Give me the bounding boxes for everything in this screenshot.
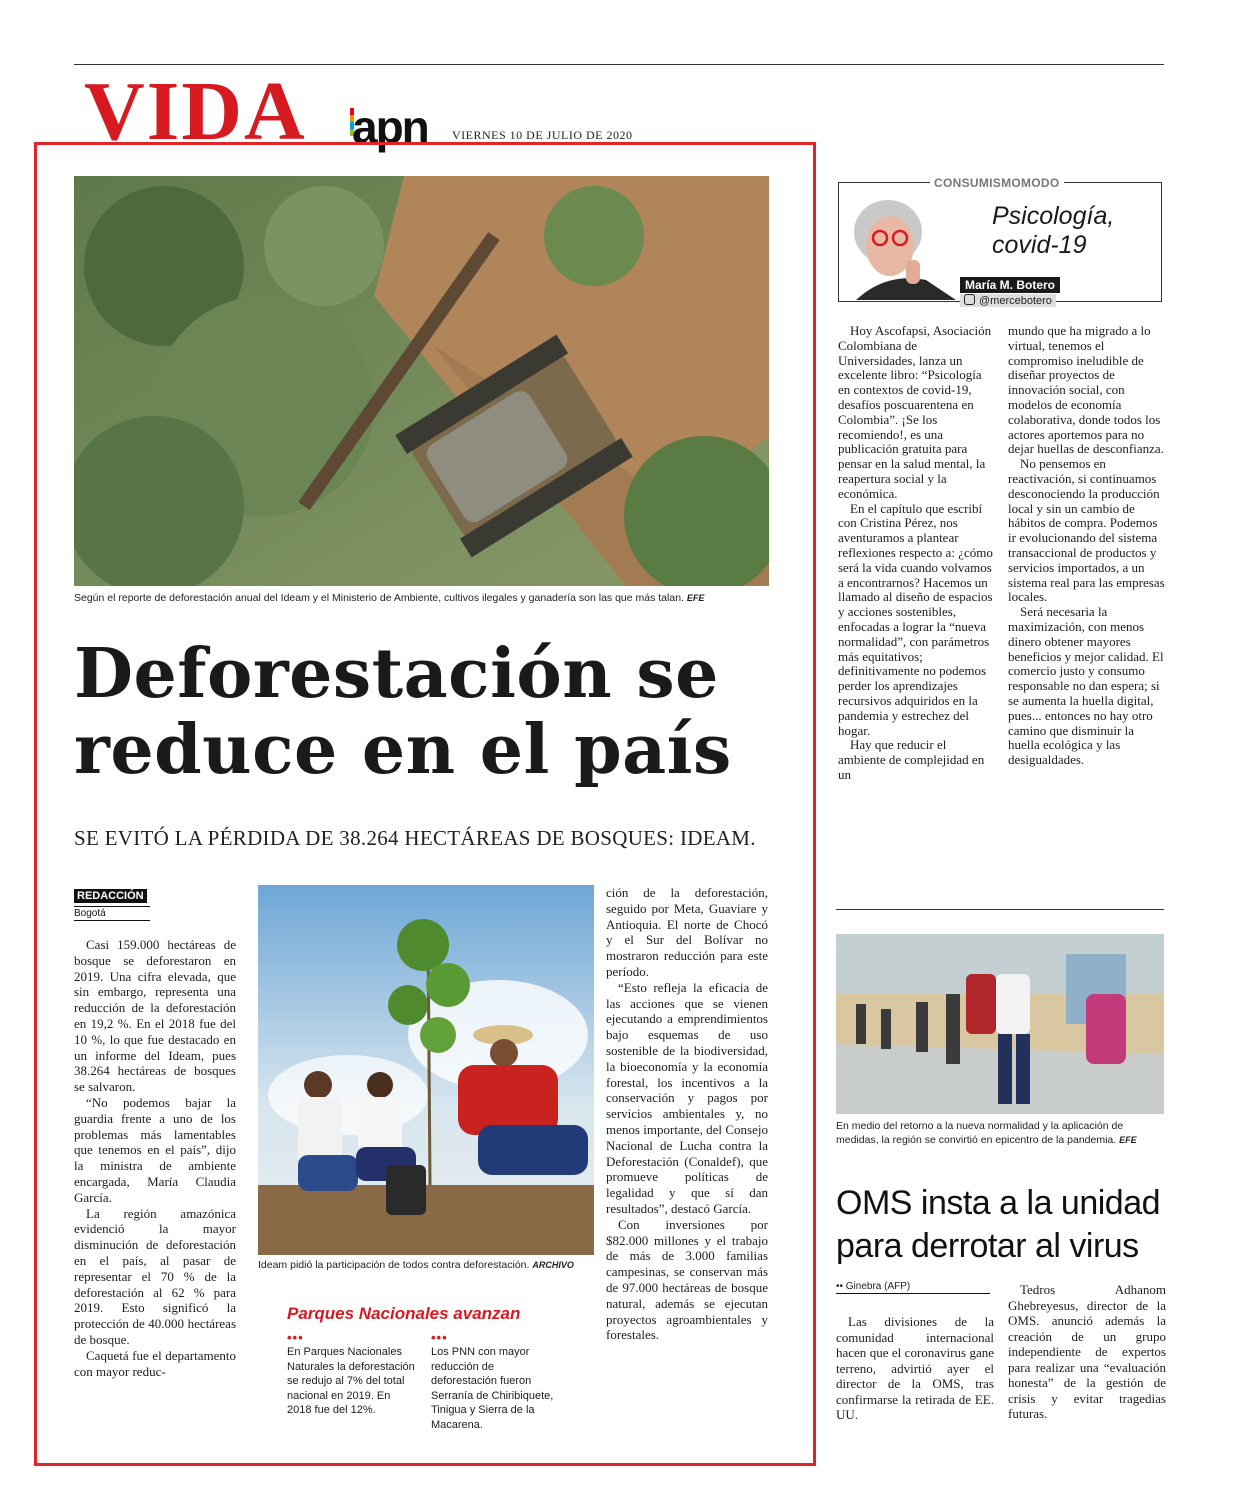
side-photo-caption: En medio del retorno a la nueva normalidad y la aplicación de medidas, la región se convirtió en epicentro de la pandemia. EFE xyxy=(836,1120,1137,1146)
opinion-column-a: Hoy Ascofapsi, Asociación Colombiana de Universidades, lanza un excelente libro: “Psicología en contextos de covid-19, desafíos poscuarentena en Colombia”. ¡Se los recomiendo!, es una publicación gratuita para pensar en la salud mental, la reapertura social y la económica. En el capítulo que escribí con Cristina Pérez, nos aventuramos a plantear reflexiones respecto a: ¿cómo será la vida cuando volvamos a encontrarnos? Hacemos un llamado al diseño de espacios y acciones sostenibles, enfocadas a lograr la “nueva normalidad”, con parámetros más equitativos; definitivamente no podemos perder los aprendizajes recursivos adquiridos en la pandemia y estrechez del hogar. Hay que reducir el ambiente de complejidad en un xyxy=(838,323,993,782)
issue-date: VIERNES 10 DE JULIO DE 2020 xyxy=(452,128,633,142)
side-photo-credit: EFE xyxy=(1119,1134,1137,1145)
opinion-column-b: mundo que ha migrado a lo virtual, tenemos el compromiso ineludible de diseñar proyectos de innovación social, con modelos de economía colaborativa, donde todos los actores aportemos para no dejar huellas de desconfianza. No pensemos en reactivación, si continuamos desconociendo la producción local y sin un cambio de hábitos de compra. Podemos ir evolucionando del sistema transaccional de productos y servicios importados, a un sistema real para las empresas locales. Será necesaria la maximización, con menos dinero obtener mayores beneficios y mejor calidad. El comercio justo y consumo responsable no dan espera; si se aumenta la huella digital, pues... entonces no hay otro camino que disminuir la huella ecológica y las desigualdades. xyxy=(1008,323,1165,768)
article-column-1: Casi 159.000 hectáreas de bosque se deforestaron en 2019. Una cifra elevada, que sin embargo, representa una reducción de la deforestación en 19,2 %. En el 2018 fue del 10 %, lo que fue destacado en un informe del Ideam, pues 38.264 hectáreas de bosques se salvaron. “No podemos bajar la guardia frente a uno de los problemas más lamentables que tenemos en el país”, dijo la ministra de ambiente encargada, María Claudia García. La región amazónica evidenció la mayor disminución de deforestación en el país, al pasar de representar el 70 % de la deforestación al 62 % para 2019. Esto significó la protección de 40.000 hectáreas de bosque. Caquetá fue el departamento con mayor reduc- xyxy=(74,937,236,1379)
crowd-photo xyxy=(836,934,1164,1114)
section-title: VIDA xyxy=(84,65,307,158)
tree-planting-photo xyxy=(258,885,594,1255)
photo-credit: EFE xyxy=(686,593,705,603)
side-column-a: Las divisiones de la comunidad internacional hacen que el coronavirus gane terreno, advirtió ayer el director de la OMS, tras confirmarse la retirada de EE. UU. xyxy=(836,1314,994,1422)
section-divider xyxy=(836,909,1164,910)
photo2-credit: ARCHIVO xyxy=(532,1260,574,1270)
column-title: Psicología, covid-19 xyxy=(992,202,1115,259)
box-title: Parques Nacionales avanzan xyxy=(287,1304,521,1323)
byline-author: REDACCIÓN xyxy=(74,889,147,903)
deforestation-photo xyxy=(74,176,769,586)
photo-caption: Según el reporte de deforestación anual del Ideam y el Ministerio de Ambiente, cultivos ilegales y ganadería son las que más talan. EFE xyxy=(74,592,705,604)
article-column-3: ción de la deforestación, seguido por Meta, Guaviare y Antioquia. El norte de Chocó y el Sur del Bolívar no mostraron reducción para este período. “Esto refleja la eficacia de las acciones que se vienen ejecutando a emprendimientos bajo esquemas de uso sostenible de la biodiversidad, la bioeconomía y la economía forestal, los incentivos a la conservación y pagos por servicios ambientales y, no menos importante, del Consejo Nacional de Lucha contra la Deforestación (Conaldef), que promueve políticas de legalidad y que sí dan resultados”, destacó García. Con inversiones por $82.000 millones y el trabajo de más de 3.000 familias campesinas, se conservan más de 97.000 hectáreas de bosque natural, además se ejecutan proyectos agroambientales y forestales. xyxy=(606,885,768,1343)
instagram-icon xyxy=(964,294,975,305)
author-name: María M. Botero xyxy=(960,277,1060,293)
headline: Deforestación se reduce en el país xyxy=(74,634,732,791)
side-column-b: Tedros Adhanom Ghebreyesus, director de la OMS. anunció además la creación de un grupo independiente de expertos para realizar una “evaluación honesta” de la gestión de crisis y evitar tragedias futuras. xyxy=(1008,1282,1166,1421)
box-item-2: ••• Los PNN con mayor reducción de deforestación fueron Serranía de Chiribiquete, Tinigua y Sierra de la Macarena. xyxy=(431,1330,554,1431)
box-item-1: ••• En Parques Nacionales Naturales la deforestación se redujo al 7% del total nacional en 2019. En 2018 fue del 12%. xyxy=(287,1330,415,1416)
author-handle: @mercebotero xyxy=(960,294,1056,307)
side-headline: OMS insta a la unidad para derrotar al virus xyxy=(836,1184,1161,1265)
byline xyxy=(74,886,150,921)
byline-location: Bogotá xyxy=(74,906,150,921)
newspaper-logo: apn xyxy=(352,101,428,153)
column-name: CONSUMISMOMODO xyxy=(930,176,1064,190)
author-photo xyxy=(846,190,966,300)
subheadline: SE EVITÓ LA PÉRDIDA DE 38.264 HECTÁREAS DE BOSQUES: IDEAM. xyxy=(74,826,756,850)
photo2-caption: Ideam pidió la participación de todos contra deforestación. ARCHIVO xyxy=(258,1259,574,1271)
side-byline: •• Ginebra (AFP) xyxy=(836,1281,990,1294)
